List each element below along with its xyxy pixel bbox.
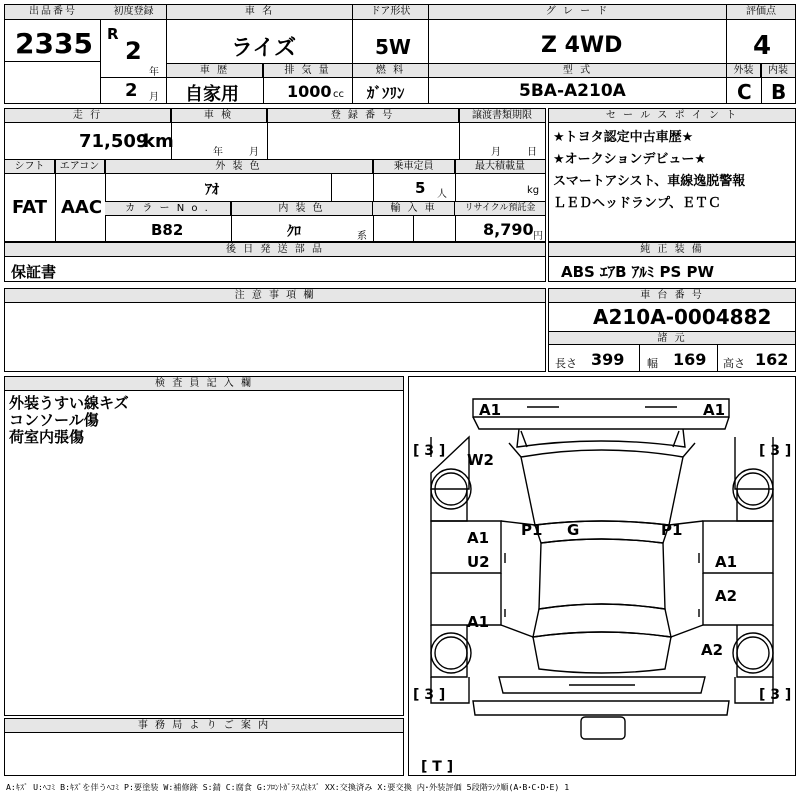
exterior-label: 外装 [727, 64, 761, 78]
first-reg-month: 2 [125, 80, 138, 101]
transfer-day-unit: 日 [527, 147, 537, 158]
height-value: 162 [755, 350, 789, 369]
damage-mark-w2: W2 [467, 451, 494, 469]
legend: A:ｷｽﾞ U:ﾍｺﾐ B:ｷｽﾞを伴うﾍｺﾐ P:要塗装 W:補修跡 S:錆 C:腐食 G:ﾌﾛﾝﾄｶﾞﾗｽ点ｷｽﾞ XX:交換済み X:要交換 内･外装評価 5段階ﾗﾝｸ順(A･B･C･D･E) 1 [6, 782, 570, 792]
damage-mark-a1-front-right: A1 [703, 401, 726, 419]
sales-point-line: ★オークションデビュー★ [553, 152, 707, 167]
score-value: 4 [753, 31, 772, 61]
mileage-unit: km [143, 131, 174, 152]
capacity-label: 乗車定員 [373, 160, 455, 174]
transfer-month-unit: 月 [491, 147, 501, 158]
spec-block [4, 108, 546, 242]
later-parts-box [4, 242, 546, 282]
damage-mark-g: G [567, 521, 580, 539]
history-label: 車 歴 [167, 64, 263, 78]
max-load-unit: kg [527, 185, 540, 196]
later-parts-label: 後 日 発 送 部 品 [5, 243, 545, 257]
exterior-value: C [737, 80, 752, 104]
damage-mark-a2-right-rear: A2 [701, 641, 724, 659]
recycle-label: リサイクル預託金 [455, 202, 545, 216]
aircon-value: AAC [61, 197, 103, 218]
height-label: 高さ [723, 357, 745, 370]
interior-value: B [771, 80, 787, 104]
damage-diagram-box [408, 376, 796, 776]
capacity-value: 5 [415, 179, 426, 197]
inspector-line: コンソール傷 [9, 411, 99, 429]
sales-points-label: セ ー ル ス ポ イ ン ト [549, 109, 795, 123]
car-name-value: ライズ [231, 36, 297, 61]
office-box [4, 718, 404, 776]
model-label: 型 式 [429, 64, 726, 78]
lot-number-label: 出品番号 [5, 5, 101, 20]
history-value: 自家用 [185, 84, 239, 105]
transfer-label: 譲渡書類期限 [459, 109, 545, 123]
grade-label: グ レ ー ド [429, 5, 726, 20]
header-block [4, 4, 796, 104]
chassis-value: A210A-0004882 [593, 305, 772, 329]
tire-tread-rear-left: [ 3 ] [413, 687, 446, 703]
score-label: 評価点 [727, 5, 795, 20]
grade-value: Z 4WD [541, 33, 623, 58]
interior-color-unit: 系 [357, 231, 367, 242]
inspector-notes [9, 395, 129, 446]
damage-mark-a1-left-rear-door: A1 [467, 613, 490, 631]
damage-mark-p1-right: P1 [661, 521, 683, 539]
color-no-label: カ ラ ー N o . [105, 202, 231, 216]
car-name-cell [167, 5, 353, 103]
later-parts-value: 保証書 [11, 263, 57, 281]
first-reg-year: 2 [125, 37, 142, 65]
fuel-value: ｶﾞｿﾘﾝ [367, 84, 405, 102]
shift-value: FAT [12, 197, 48, 218]
chassis-label: 車 台 番 号 [549, 289, 795, 303]
interior-color-label: 内 装 色 [231, 202, 373, 216]
first-reg-label: 初度登録 [101, 5, 166, 20]
genuine-equipment-value: ABS ｴｱB ｱﾙﾐ PS PW [561, 263, 715, 281]
lot-number-value: 2335 [15, 27, 93, 60]
inspection-year-unit: 年 [213, 147, 223, 158]
aircon-label: エアコン [55, 160, 105, 174]
damage-mark-a1-left-front-door: A1 [467, 529, 490, 547]
first-reg-month-unit: 月 [149, 92, 159, 103]
door-value: 5W [375, 35, 411, 59]
displacement-label: 排 気 量 [263, 64, 352, 78]
chassis-box [548, 288, 796, 372]
width-value: 169 [673, 350, 707, 369]
interior-label: 内装 [761, 64, 795, 78]
displacement-unit: cc [333, 89, 344, 100]
car-diagram [409, 377, 795, 775]
interior-color-value: ｸﾛ [287, 224, 301, 240]
capacity-unit: 人 [437, 189, 447, 200]
inspector-box [4, 376, 404, 716]
tire-tread-front-left: [ 3 ] [413, 443, 446, 459]
exterior-color-label: 外 装 色 [105, 160, 373, 174]
width-label: 幅 [647, 357, 658, 370]
inspector-label: 検 査 員 記 入 欄 [5, 377, 403, 391]
inspector-line: 荷室内張傷 [9, 428, 85, 446]
inspection-month-unit: 月 [249, 147, 259, 158]
dimensions-label: 諸 元 [549, 331, 795, 345]
genuine-equipment-label: 純 正 装 備 [549, 243, 795, 257]
notes-label: 注 意 事 項 欄 [5, 289, 545, 303]
first-reg-era: R [107, 25, 119, 43]
tire-tread-front-right: [ 3 ] [759, 443, 792, 459]
notes-box [4, 288, 546, 372]
first-reg-year-unit: 年 [149, 67, 159, 78]
grade-cell [429, 5, 727, 103]
sales-points-list [553, 127, 745, 215]
lot-number-cell [5, 5, 101, 103]
reg-number-label: 登 録 番 号 [267, 109, 459, 123]
fuel-label: 燃 料 [353, 64, 428, 78]
sales-point-line: ★トヨタ認定中古車歴★ [553, 130, 694, 145]
score-cell [727, 5, 795, 103]
import-label: 輸 入 車 [373, 202, 455, 216]
inspection-label: 車 検 [171, 109, 267, 123]
sales-point-line: ＬＥＤヘッドランプ、ＥＴＣ [553, 196, 721, 211]
length-value: 399 [591, 350, 625, 369]
length-label: 長さ [555, 357, 577, 370]
damage-mark-p1-left: P1 [521, 521, 543, 539]
mileage-label: 走 行 [5, 109, 171, 123]
car-name-label: 車 名 [167, 5, 352, 20]
door-label: ドア形状 [353, 5, 428, 20]
displacement-value: 1000 [287, 82, 332, 101]
damage-mark-a1-front-left: A1 [479, 401, 502, 419]
sales-point-line: スマートアシスト、車線逸脱警報 [553, 174, 746, 189]
sales-points-box [548, 108, 796, 242]
damage-mark-u2-left: U2 [467, 553, 490, 571]
exterior-color-value: ｱｵ [205, 182, 219, 198]
tire-tread-rear-right: [ 3 ] [759, 687, 792, 703]
shift-label: シフト [5, 160, 55, 174]
door-cell [353, 5, 429, 103]
inspector-line: 外装うすい線キズ [9, 394, 129, 412]
damage-mark-a2-right-rear-door: A2 [715, 587, 738, 605]
model-value: 5BA-A210A [519, 81, 626, 101]
recycle-unit: 円 [533, 231, 543, 242]
office-label: 事 務 局 よ り ご 案 内 [5, 719, 403, 733]
mileage-value: 71,509 [79, 131, 149, 152]
max-load-label: 最大積載量 [455, 160, 545, 174]
trunk-mark: [ T ] [421, 759, 454, 775]
genuine-equipment-box [548, 242, 796, 282]
damage-mark-a1-right-front-door: A1 [715, 553, 738, 571]
color-no-value: B82 [151, 221, 184, 239]
first-reg-cell [101, 5, 167, 103]
recycle-value: 8,790 [483, 220, 534, 239]
